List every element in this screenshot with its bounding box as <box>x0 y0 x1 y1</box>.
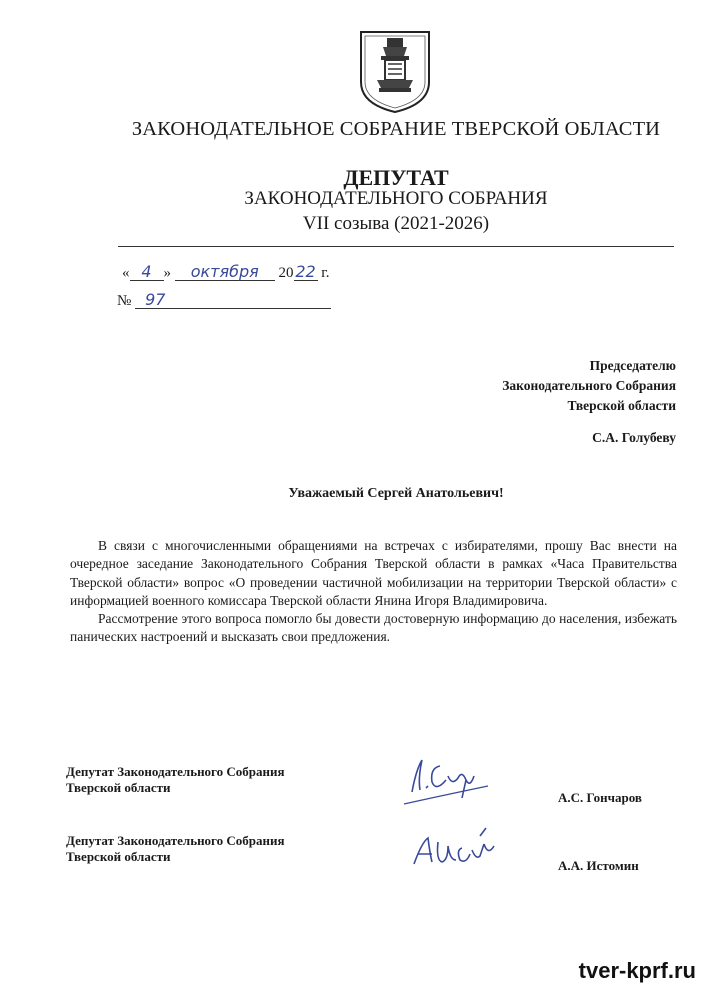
signatory-position-line: Депутат Законодательного Собрания <box>66 764 285 779</box>
number-label: № <box>117 293 132 309</box>
greeting: Уважаемый Сергей Анатольевич! <box>288 486 504 501</box>
addressee-line: Законодательного Собрания <box>502 378 676 393</box>
addressee-line: Председателю <box>589 358 676 373</box>
addressee-block <box>502 356 676 416</box>
signatory-name: А.С. Гончаров <box>558 790 642 805</box>
date-year-prefix: 20 <box>278 265 294 281</box>
date-year-suffix: 22 <box>295 262 316 281</box>
signatory-name: А.А. Истомин <box>558 858 639 873</box>
convocation: VII созыва (2021-2026) <box>302 213 490 234</box>
signatory-position-line: Тверской области <box>66 848 171 864</box>
date-open-quote: « <box>122 265 130 281</box>
registration-date <box>122 264 329 282</box>
signatory-position <box>66 764 285 795</box>
handwritten-signature <box>400 752 510 808</box>
registration-number: 97 <box>135 292 331 309</box>
body-paragraph: Рассмотрение этого вопроса помогло бы довести достоверную информацию до населения, избежать панических настроений и высказать свои предложения. <box>70 611 677 645</box>
handwritten-signature <box>408 820 518 876</box>
letter-body <box>70 537 677 647</box>
date-year-label: г. <box>321 265 330 281</box>
date-day: 4 <box>130 264 164 281</box>
registration-number-row <box>117 292 331 310</box>
date-month: октября <box>175 264 275 281</box>
coat-of-arms-emblem <box>357 30 433 114</box>
organization-name: ЗАКОНОДАТЕЛЬНОЕ СОБРАНИЕ ТВЕРСКОЙ ОБЛАСТИ <box>131 118 661 140</box>
header-divider <box>118 246 674 247</box>
signatory-position <box>66 833 285 864</box>
signatory-position-line: Депутат Законодательного Собрания <box>66 833 285 848</box>
source-watermark: tver-kprf.ru <box>578 958 696 983</box>
addressee-name: С.А. Голубеву <box>592 430 676 445</box>
document-title: ДЕПУТАТ <box>343 165 449 190</box>
addressee-line: Тверской области <box>567 398 676 413</box>
date-close-quote: » <box>163 265 171 281</box>
body-paragraph: В связи с многочисленными обращениями на встречах с избирателями, прошу Вас внести на очередное заседание Законодательного Собрания Тверской области в рамках «Часа Правительства Тверской области» вопрос «О проведении частичной мобилизации на территории Тверской области» с информацией военного комиссара Тверской области Янина Игоря Владимировича. <box>70 538 677 608</box>
document-subtitle: ЗАКОНОДАТЕЛЬНОГО СОБРАНИЯ <box>244 188 548 209</box>
signatory-position-line: Тверской области <box>66 779 171 795</box>
